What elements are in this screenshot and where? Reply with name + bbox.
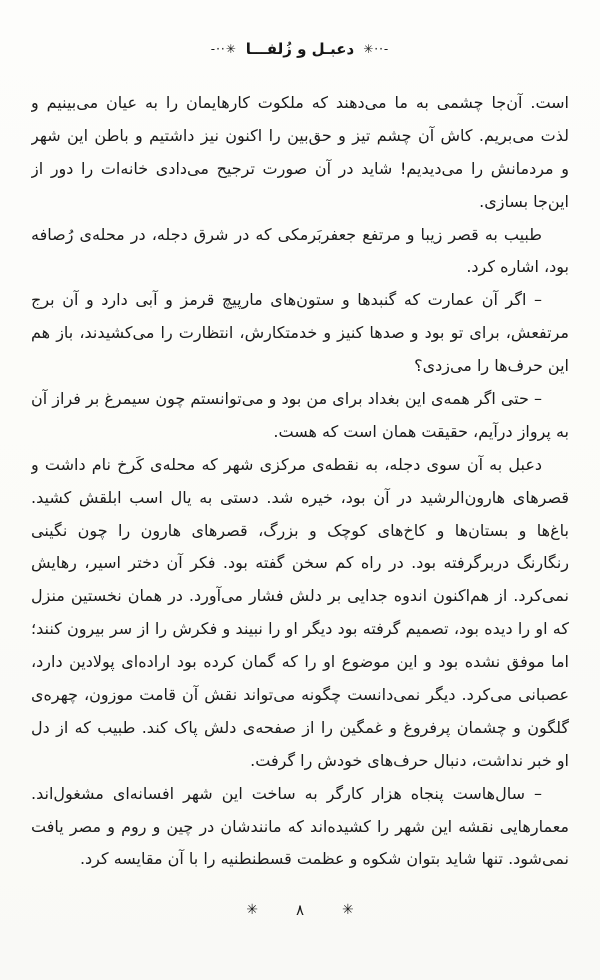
- text-line: – اگر آن عمارت که گنبدها و ستون‌های مارپیچ قرمز و آبی دارد و آن برج: [31, 290, 542, 310]
- book-title: دعبـل و زُلفـــا: [245, 40, 355, 58]
- page-footer: [0, 901, 600, 919]
- text-line: نمی‌شود. تنها شاید بتوان شکوه و عظمت قسطنطنیه را با آن مقایسه کرد.: [79, 849, 569, 869]
- text-line: بود، اشاره کرد.: [466, 257, 569, 277]
- text-line: باغ‌ها و بستان‌ها و کاخ‌های کوچک و بزرگ، قصرهای هارون را چون نگینی: [31, 520, 569, 540]
- text-line: دعبل به آن سوی دجله، به نقطه‌ی مرکزی شهر که محله‌ی کَرخ نام داشت و: [31, 454, 542, 474]
- paragraph: [31, 284, 569, 383]
- text-line: او خبر نداشت، دنبال حرف‌های خودش را گرفت.: [250, 750, 569, 770]
- text-line: رنگارنگ دربرگرفته بود. در راه کم سخن گفته بود. فکر آن دختر اسیر، رهایش: [31, 553, 569, 573]
- paragraph: [31, 383, 569, 449]
- text-line: عصبانی می‌کرد. دیگر نمی‌دانست چگونه می‌تواند نقش آن قامت موزون، چهره‌ی: [31, 685, 569, 705]
- text-line: مرتفعش، برای تو بود و صدها کنیز و خدمتکارش، انتظارت را می‌کشیدند، باز هم: [31, 323, 569, 343]
- paragraph: [31, 778, 569, 877]
- page-body-text: [31, 87, 569, 876]
- text-line: به پرواز درآیم، حقیقت همان است که هست.: [273, 421, 569, 441]
- text-line: نمی‌کرد. از هم‌اکنون اندوه جدایی بر دلش فشار می‌آورد. در همان نخستین منزل: [31, 586, 569, 606]
- text-line: اما موفق نشده بود و این موضوع او را که گمان کرده بود اراده‌ای پولادین دارد،: [31, 652, 569, 672]
- footer-ornament-right-icon: ✳: [342, 902, 354, 918]
- text-line: گلگون و چشمان پرفروغ و غمگین را از صفحه‌ی دلش پاک کند. طبیب که از دل: [31, 717, 569, 737]
- running-head: [0, 40, 600, 58]
- text-line: طبیب به قصر زیبا و مرتفع جعفربَرمکی که در شرق دجله، در محله‌ی رُصافه: [31, 224, 542, 244]
- footer-ornament-left-icon: ✳: [246, 902, 258, 918]
- text-line: لذت می‌بریم. کاش آن چشم تیز و حق‌بین را اکنون نیز داشتیم و باطن این شهر: [31, 125, 569, 145]
- header-ornament-left-icon: -··✳: [210, 42, 237, 56]
- text-line: و مردمانش را می‌دیدیم! شاید در آن صورت ترجیح می‌دادی خانه‌ات را دور از: [31, 158, 569, 178]
- header-ornament-right-icon: ✳··-: [363, 42, 390, 56]
- paragraph: [31, 219, 569, 285]
- text-line: معمارهایی نقشه این شهر را کشیده‌اند که مانندشان در چین و روم و مصر یافت: [31, 816, 569, 836]
- text-line: که او را دیده بود، تصمیم گرفته بود دیگر او را نبیند و فکرش را از سر بیرون کنند؛: [31, 619, 569, 639]
- paragraph: [31, 87, 569, 219]
- text-line: این حرف‌ها را می‌زدی؟: [414, 356, 569, 376]
- text-line: – حتی اگر همه‌ی این بغداد برای من بود و می‌توانستم چون سیمرغ بر فراز آن: [31, 389, 542, 409]
- page-number: ۸: [295, 901, 305, 919]
- paragraph: [31, 449, 569, 778]
- text-line: قصرهای هارون‌الرشید در آن بود، خیره شد. دستی به یال اسب ابلقش کشید.: [31, 487, 569, 507]
- text-line: است. آن‌جا چشمی به ما می‌دهند که ملکوت کارهایمان را به عیان می‌بینیم و: [31, 93, 569, 112]
- text-line: این‌جا بسازی.: [479, 191, 569, 211]
- text-line: – سال‌هاست پنجاه هزار کارگر به ساخت این شهر افسانه‌ای مشغول‌اند.: [31, 783, 542, 803]
